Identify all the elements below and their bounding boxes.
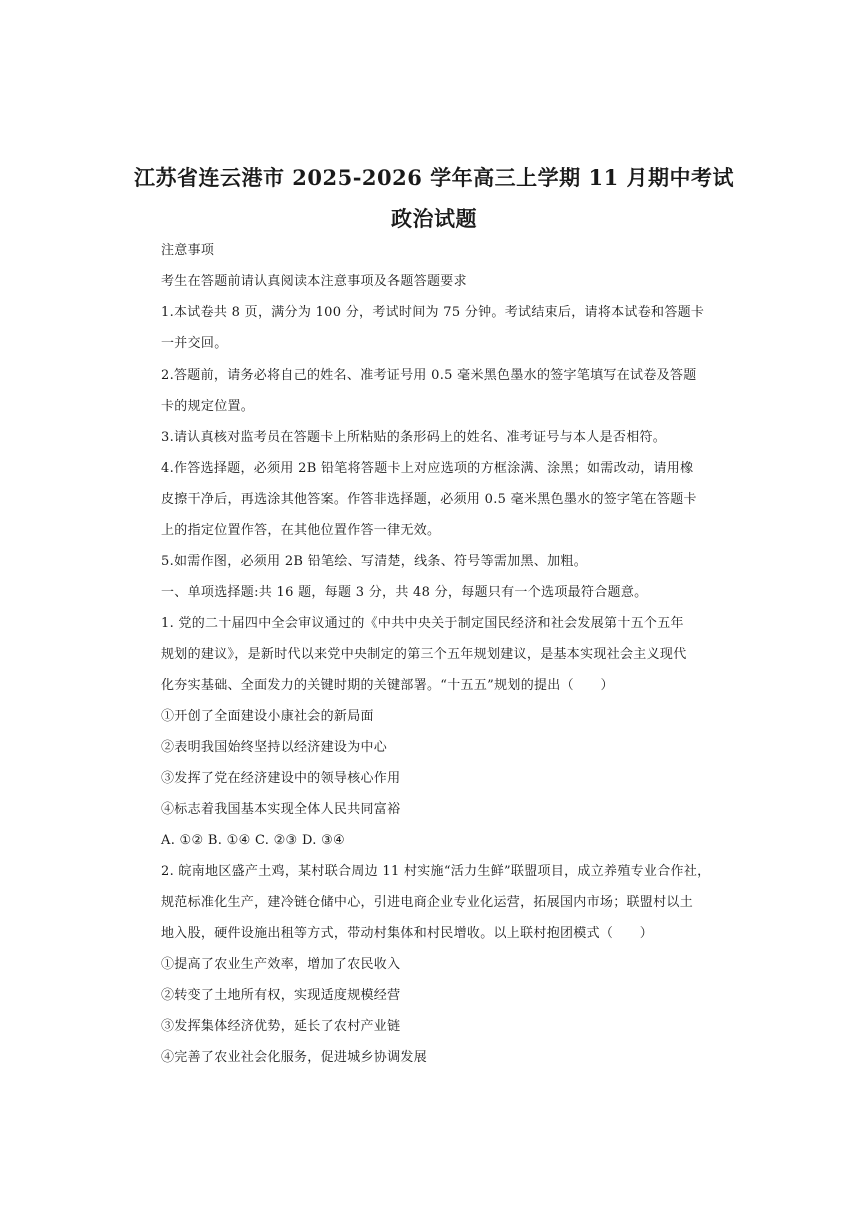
notice-4-line-3: 上的指定位置作答，在其他位置作答一律无效。 — [161, 523, 441, 538]
question-2-stem-line-1: 2. 皖南地区盛产土鸡，某村联合周边 11 村实施“活力生鲜”联盟项目，成立养殖专业合作社， — [161, 864, 711, 879]
notice-4-line-2: 皮擦干净后，再选涂其他答案。作答非选择题，必须用 0.5 毫米黑色墨水的签字笔在答题卡 — [161, 492, 697, 507]
question-1-stem-line-2: 规划的建议》，是新时代以来党中央制定的第三个五年规划建议，是基本实现社会主义现代 — [161, 647, 687, 662]
question-1-option-2: ②表明我国始终坚持以经济建设为中心 — [161, 740, 388, 755]
notice-2-line-2: 卡的规定位置。 — [161, 399, 255, 414]
question-2-option-3: ③发挥集体经济优势，延长了农村产业链 — [161, 1019, 401, 1034]
notice-1-line-1: 1.本试卷共 8 页，满分为 100 分，考试时间为 75 分钟。考试结束后，请将本试卷和答题卡 — [161, 305, 705, 320]
question-2-stem-line-3: 地入股，硬件设施出租等方式，带动村集体和村民增收。以上联村抱团模式（ ） — [161, 926, 654, 941]
notice-2-line-1: 2.答题前，请务必将自己的姓名、准考证号用 0.5 毫米黑色墨水的签字笔填写在试卷及答题 — [161, 368, 697, 383]
notice-3: 3.请认真核对监考员在答题卡上所粘贴的条形码上的姓名、准考证号与本人是否相符。 — [161, 430, 667, 445]
notice-heading: 注意事项 — [161, 243, 215, 258]
question-2-option-2: ②转变了土地所有权，实现适度规模经营 — [161, 988, 401, 1003]
question-1-option-1: ①开创了全面建设小康社会的新局面 — [161, 709, 374, 724]
question-1-choices: A. ①② B. ①④ C. ②③ D. ③④ — [161, 833, 345, 848]
notice-intro: 考生在答题前请认真阅读本注意事项及各题答题要求 — [161, 274, 467, 289]
section-heading: 一、单项选择题:共 16 题，每题 3 分，共 48 分，每题只有一个选项最符合题意。 — [161, 585, 648, 600]
question-1-option-3: ③发挥了党在经济建设中的领导核心作用 — [161, 771, 401, 786]
notice-5: 5.如需作图，必须用 2B 铅笔绘、写清楚，线条、符号等需加黑、加粗。 — [161, 554, 587, 569]
question-1-option-4: ④标志着我国基本实现全体人民共同富裕 — [161, 802, 401, 817]
notice-4-line-1: 4.作答选择题，必须用 2B 铅笔将答题卡上对应选项的方框涂满、涂黑；如需改动，请用橡 — [161, 461, 694, 476]
question-2-option-1: ①提高了农业生产效率，增加了农民收入 — [161, 957, 401, 972]
question-1-stem-line-1: 1. 党的二十届四中全会审议通过的《中共中央关于制定国民经济和社会发展第十五个五年 — [161, 616, 684, 631]
notice-1-line-2: 一并交回。 — [161, 336, 228, 351]
exam-title: 江苏省连云港市 2025-2026 学年高三上学期 11 月期中考试 — [133, 165, 735, 190]
question-1-stem-line-3: 化夯实基础、全面发力的关键时期的关键部署。“十五五”规划的提出（ ） — [161, 678, 614, 693]
question-2-stem-line-2: 规范标准化生产，建冷链仓储中心，引进电商企业专业化运营，拓展国内市场；联盟村以土 — [161, 895, 694, 910]
exam-subject-title: 政治试题 — [391, 206, 477, 231]
question-2-option-4: ④完善了农业社会化服务，促进城乡协调发展 — [161, 1050, 428, 1065]
